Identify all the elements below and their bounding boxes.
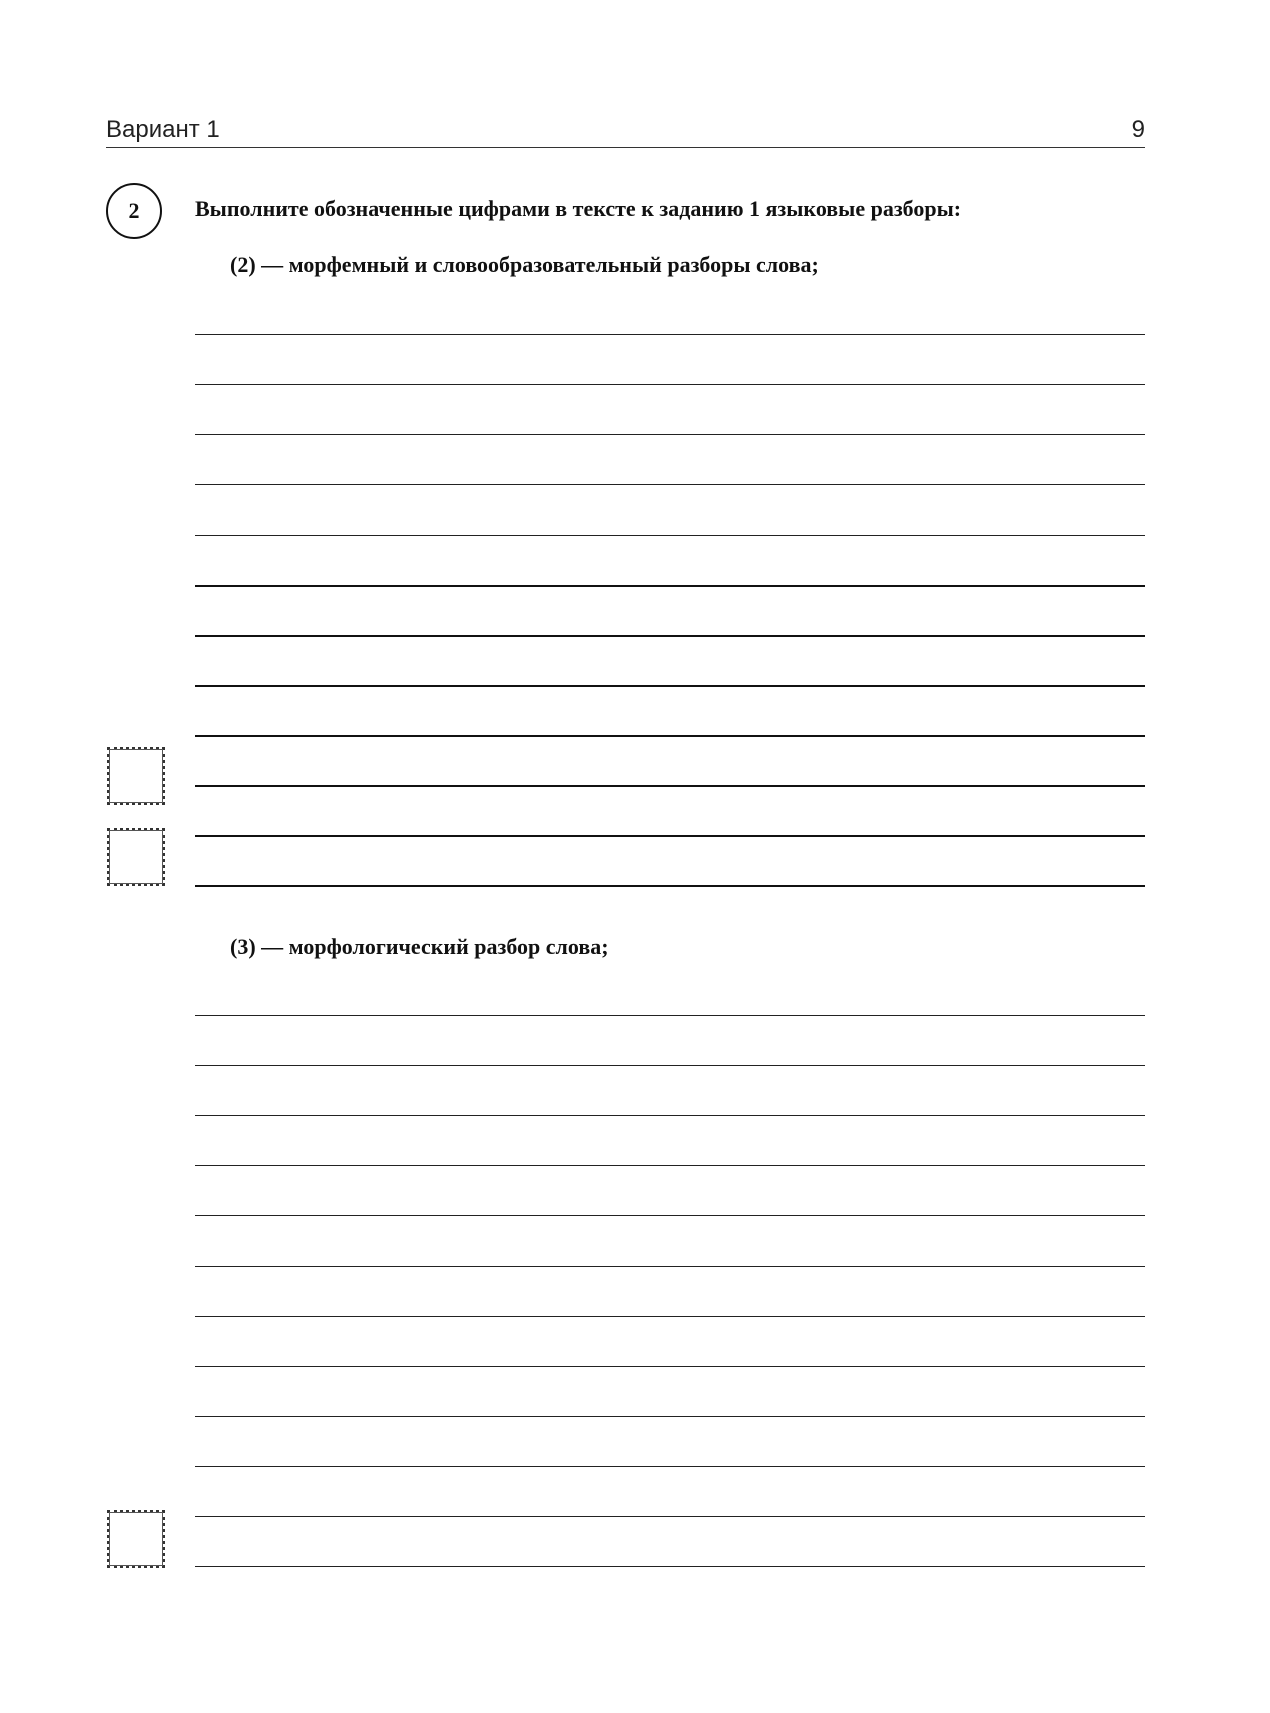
answer-line[interactable] bbox=[195, 1015, 1145, 1016]
part-2-label: (2) — морфемный и словообразовательный разборы слова; bbox=[230, 252, 819, 277]
answer-line[interactable] bbox=[195, 484, 1145, 485]
task-number: 2 bbox=[128, 198, 140, 223]
answer-line[interactable] bbox=[195, 1065, 1145, 1066]
answer-line[interactable] bbox=[195, 1516, 1145, 1517]
score-box[interactable] bbox=[107, 747, 165, 805]
answer-line[interactable] bbox=[195, 1316, 1145, 1317]
answer-line[interactable] bbox=[195, 1566, 1145, 1567]
score-box[interactable] bbox=[107, 828, 165, 886]
task-instruction: Выполните обозначенные цифрами в тексте к заданию 1 языковые разборы: bbox=[195, 196, 962, 221]
answer-line[interactable] bbox=[195, 1466, 1145, 1467]
answer-line[interactable] bbox=[195, 1165, 1145, 1166]
page-number: 9 bbox=[1131, 116, 1145, 143]
answer-line[interactable] bbox=[195, 434, 1145, 435]
answer-line[interactable] bbox=[195, 384, 1145, 385]
answer-line[interactable] bbox=[195, 735, 1145, 737]
header-divider bbox=[106, 147, 1145, 148]
score-box[interactable] bbox=[107, 1510, 165, 1568]
part-3-label: (3) — морфологический разбор слова; bbox=[230, 934, 609, 959]
answer-line[interactable] bbox=[195, 1416, 1145, 1417]
answer-line[interactable] bbox=[195, 1366, 1145, 1367]
answer-line[interactable] bbox=[195, 885, 1145, 887]
variant-label: Вариант 1 bbox=[106, 116, 220, 143]
answer-line[interactable] bbox=[195, 685, 1145, 687]
answer-line[interactable] bbox=[195, 585, 1145, 587]
answer-line[interactable] bbox=[195, 785, 1145, 787]
answer-line[interactable] bbox=[195, 535, 1145, 536]
answer-line[interactable] bbox=[195, 1115, 1145, 1116]
answer-line[interactable] bbox=[195, 334, 1145, 335]
answer-line[interactable] bbox=[195, 1266, 1145, 1267]
answer-line[interactable] bbox=[195, 635, 1145, 637]
answer-line[interactable] bbox=[195, 1215, 1145, 1216]
task-number-badge bbox=[106, 183, 162, 239]
answer-line[interactable] bbox=[195, 835, 1145, 837]
